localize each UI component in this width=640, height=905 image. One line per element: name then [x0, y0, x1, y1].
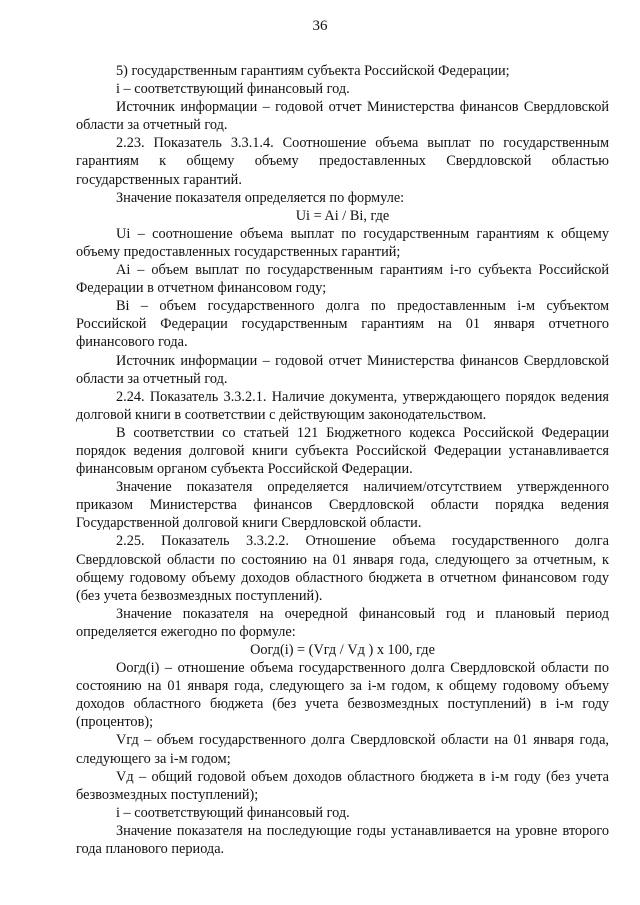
- document-body: [76, 62, 609, 858]
- paragraph-source-1: Источник информации – годовой отчет Министерства финансов Свердловской области за отчетный год.: [76, 99, 609, 134]
- paragraph-vgd-definition: Vгд – объем государственного долга Свердловской области на 01 января года, следующего за i-м годом;: [76, 732, 609, 767]
- paragraph-ui-definition: Ui – соотношение объема выплат по государственным гарантиям к общему объему предоставленных государственных гарантий;: [76, 225, 609, 260]
- formula-oogd: Оогд(i) = (Vгд / Vд ) x 100, где: [250, 642, 435, 658]
- paragraph-source-2: Источник информации – годовой отчет Министерства финансов Свердловской области за отчетный год.: [76, 352, 609, 387]
- paragraph-formula-intro-2: Значение показателя на очередной финансовый год и плановый период определяется ежегодно по формуле:: [76, 605, 609, 640]
- paragraph-article-121: В соответствии со статьей 121 Бюджетного кодекса Российской Федерации порядок ведения долговой книги субъекта Российской Федерации устанавливается финансовым органом субъекта Российской Федерации.: [76, 424, 609, 478]
- formula-ui: Ui = Ai / Bi, где: [295, 207, 390, 224]
- paragraph-section-2-23: 2.23. Показатель 3.3.1.4. Соотношение объема выплат по государственным гарантиям к общему объему предоставленных Свердловской областью государственных гарантий.: [76, 135, 609, 188]
- paragraph-value-presence: Значение показателя определяется наличием/отсутствием утвержденного приказом Министерства финансов Свердловской области порядка ведения Государственной долговой книги Свердловской области.: [76, 479, 609, 532]
- paragraph-vd-definition: Vд – общий годовой объем доходов областного бюджета в i-м году (без учета безвозмездных поступлений);: [76, 768, 609, 803]
- paragraph-guarantees-item: 5) государственным гарантиям субъекта Российской Федерации;: [116, 63, 510, 79]
- paragraph-formula-intro-1: Значение показателя определяется по формуле:: [116, 189, 405, 206]
- paragraph-ai-definition: Ai – объем выплат по государственным гарантиям i-го субъекта Российской Федерации в отчетном финансовом году;: [76, 262, 609, 297]
- page-number: 36: [312, 18, 328, 34]
- paragraph-following-years: Значение показателя на последующие годы устанавливается на уровне второго года планового периода.: [76, 822, 609, 858]
- paragraph-i-definition-2: i – соответствующий финансовый год.: [116, 804, 350, 821]
- paragraph-section-2-24: 2.24. Показатель 3.3.2.1. Наличие документа, утверждающего порядок ведения долговой книги в соответствии с действующим законодательством.: [76, 388, 609, 423]
- paragraph-section-2-25: 2.25. Показатель 3.3.2.2. Отношение объема государственного долга Свердловской области по состоянию на 01 января года, следующего за отчетным, к общему годовому объему доходов областного бюджета в отчетном финансовом году (без учета безвозмездных поступлений).: [76, 533, 609, 604]
- paragraph-i-definition: i – соответствующий финансовый год.: [116, 81, 350, 98]
- paragraph-bi-definition: Bi – объем государственного долга по предоставленным i-м субъектом Российской Федерации государственным гарантиям на 01 января отчетного финансового года.: [76, 298, 609, 351]
- paragraph-oogd-definition: Оогд(i) – отношение объема государственного долга Свердловской области по состоянию на 01 января года, следующего за i-м годом, к общему годовому объему доходов областного бюджета (без учета безвозмездных поступлений) в i-м году (процентов);: [76, 660, 609, 731]
